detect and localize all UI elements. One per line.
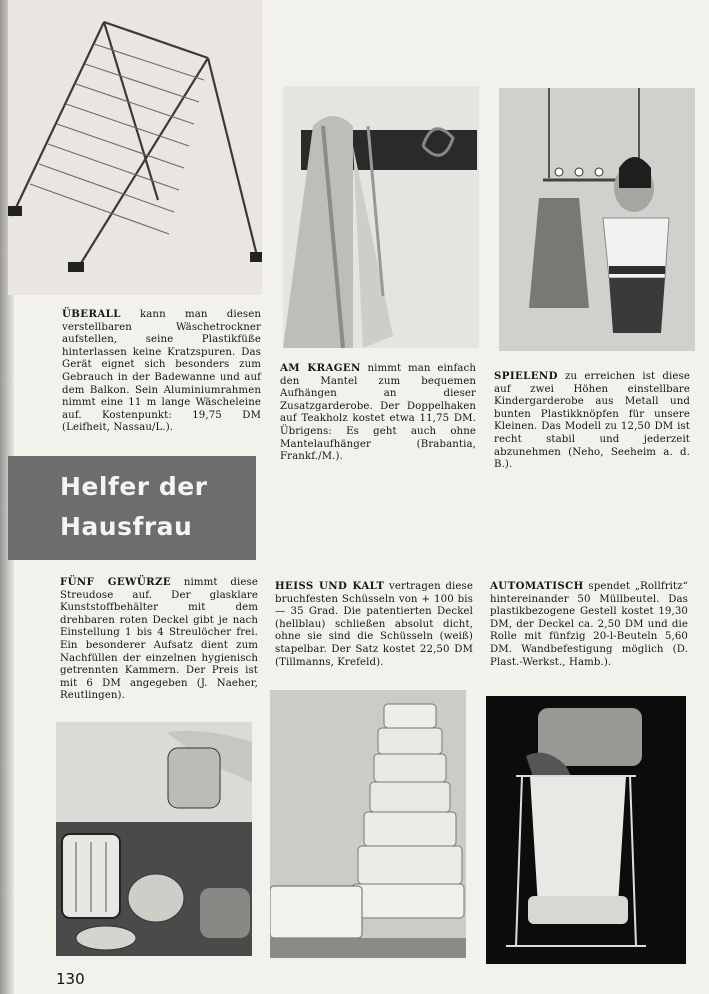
caption-lead: ÜBERALL bbox=[62, 308, 121, 320]
caption-lead: AUTOMATISCH bbox=[490, 580, 584, 592]
caption-lead: SPIELEND bbox=[494, 370, 558, 382]
caption-fuenf-gewuerze bbox=[60, 576, 258, 703]
caption-spielend bbox=[494, 370, 690, 472]
photo-coat-hook bbox=[283, 86, 479, 348]
caption-automatisch bbox=[490, 580, 688, 669]
section-title-line-2: Hausfrau bbox=[60, 512, 193, 541]
photo-drying-rack bbox=[8, 0, 262, 295]
caption-lead: FÜNF GEWÜRZE bbox=[60, 576, 171, 588]
caption-am-kragen bbox=[280, 362, 476, 464]
caption-text: vertragen diese bruchfesten Schüsseln von + 100 bis — 35 Grad. Die patentierten Deckel (hellblau) schließen absolut dicht, ohne sie sind die Schüsseln (weiß) stapelbar. Der Satz kostet 22,50 DM (Tillmanns, Krefeld). bbox=[275, 581, 473, 668]
section-title-line-1: Helfer der bbox=[60, 472, 208, 501]
photo-child-coat-rack bbox=[499, 88, 695, 351]
caption-text: nimmt diese Streudose auf. Der glasklare Kunststoffbehälter mit dem drehbaren roten Deckel gibt je nach Einstellung 1 bis 4 Streulöcher frei. Ein besonderer Aufsatz dient zum Nachfüllen der einzelnen hygienisch getrennten Kammern. Der Preis ist mit 6 DM angegeben (J. Naeher, Reutlingen). bbox=[60, 577, 258, 702]
photo-stacked-bowls bbox=[270, 690, 466, 958]
page-number: 130 bbox=[56, 970, 85, 988]
caption-ueberall bbox=[62, 308, 261, 435]
photo-spice-shaker bbox=[56, 722, 252, 956]
photo-bag-dispenser bbox=[486, 696, 686, 964]
caption-text: zu erreichen ist diese auf zwei Höhen einstellbare Kindergarderobe aus Metall und bunten Plastikknöpfen für unsere Kleinen. Das Modell zu 12,50 DM ist recht stabil und jederzeit abzunehmen (Neho, Seeheim a. d. B.). bbox=[494, 371, 690, 471]
caption-lead: HEISS UND KALT bbox=[275, 580, 385, 592]
caption-text: nimmt man einfach den Mantel zum bequemen Aufhängen an dieser Zusatzgarderobe. Der Doppelhaken auf Teakholz kostet etwa 11,75 DM. Übrigens: Es geht auch ohne Mantelaufhänger (Brabantia, Frankf./M.). bbox=[280, 363, 476, 463]
caption-lead: AM KRAGEN bbox=[280, 362, 361, 374]
caption-text: spendet „Rollfritz“ hintereinander 50 Müllbeutel. Das plastikbezogene Gestell kostet 19,30 DM, der Deckel ca. 2,50 DM und die Rolle mit fünfzig 20-l-Beuteln 5,60 DM. Wandbefestigung möglich (D. Plast.-Werkst., Hamb.). bbox=[490, 581, 688, 668]
caption-heiss-und-kalt bbox=[275, 580, 473, 669]
section-title-block bbox=[8, 456, 256, 560]
caption-text: kann man diesen verstellbaren Wäschetrockner aufstellen, seine Plastikfüße hinterlassen keine Kratzspuren. Das Gerät eignet sich besonders zum Gebrauch in der Badewanne und auf dem Balkon. Sein Aluminiumrahmen nimmt eine 11 m lange Wäscheleine auf. Kostenpunkt: 19,75 DM (Leifheit, Nassau/L.). bbox=[62, 309, 261, 434]
